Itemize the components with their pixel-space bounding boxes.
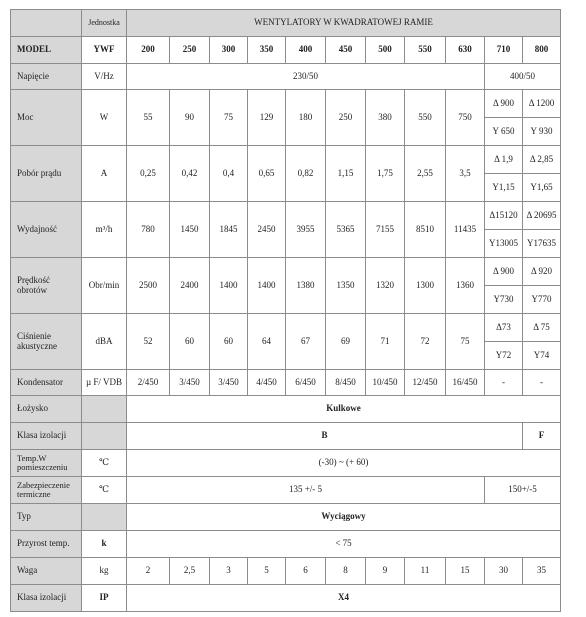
capacity-unit: m³/h — [82, 202, 127, 258]
capacitor-value: 12/450 — [405, 370, 446, 396]
weight-unit: kg — [82, 558, 127, 585]
capacitor-value: 4/450 — [248, 370, 286, 396]
voltage-value-400: 400/50 — [485, 64, 561, 90]
speed-value: 1300 — [405, 258, 446, 314]
weight-value: 35 — [523, 558, 561, 585]
power-value: 550 — [405, 90, 446, 146]
thermal-protection-label: Zabezpieczenie termiczne — [11, 477, 82, 504]
speed-value: 1400 — [248, 258, 286, 314]
temp-rise-label: Przyrost temp. — [11, 531, 82, 558]
fan-spec-table — [10, 9, 561, 612]
capacity-710-delta: Δ15120 — [485, 202, 523, 230]
capacity-label: Wydajność — [11, 202, 82, 258]
capacity-value: 8510 — [405, 202, 446, 258]
voltage-unit: V/Hz — [82, 64, 127, 90]
model-cell: 710 — [485, 37, 523, 64]
voltage-label: Napięcie — [11, 64, 82, 90]
capacity-800-delta: Δ 20695 — [523, 202, 561, 230]
current-value: 3,5 — [446, 146, 485, 202]
weight-value: 3 — [210, 558, 248, 585]
current-row — [11, 146, 561, 174]
model-cell: 350 — [248, 37, 286, 64]
insulation-class-value-f: F — [523, 423, 561, 450]
power-value: 750 — [446, 90, 485, 146]
noise-value: 75 — [446, 314, 485, 370]
current-710-delta: Δ 1,9 — [485, 146, 523, 174]
weight-value: 9 — [366, 558, 405, 585]
capacity-value: 11435 — [446, 202, 485, 258]
temp-rise-unit: k — [82, 531, 127, 558]
model-label: MODEL — [11, 37, 82, 64]
speed-710-y: Y730 — [485, 286, 523, 314]
speed-value: 1400 — [210, 258, 248, 314]
speed-value: 1360 — [446, 258, 485, 314]
capacitor-value: 16/450 — [446, 370, 485, 396]
power-row — [11, 90, 561, 118]
noise-row — [11, 314, 561, 342]
capacitor-unit: µ F/ VDB — [82, 370, 127, 396]
noise-value: 60 — [170, 314, 210, 370]
table-title: WENTYLATORY W KWADRATOWEJ RAMIE — [127, 10, 561, 37]
noise-800-y: Y74 — [523, 342, 561, 370]
voltage-row — [11, 64, 561, 90]
capacity-value: 2450 — [248, 202, 286, 258]
capacitor-value: 2/450 — [127, 370, 170, 396]
model-unit: YWF — [82, 37, 127, 64]
type-label: Typ — [11, 504, 82, 531]
model-cell: 300 — [210, 37, 248, 64]
voltage-value-230: 230/50 — [127, 64, 485, 90]
capacitor-value: - — [523, 370, 561, 396]
power-value: 180 — [286, 90, 326, 146]
bearing-value: Kulkowe — [127, 396, 561, 423]
power-value: 90 — [170, 90, 210, 146]
room-temp-label: Temp.W pomieszczeniu — [11, 450, 82, 477]
bearing-unit-blank — [82, 396, 127, 423]
weight-value: 15 — [446, 558, 485, 585]
weight-label: Waga — [11, 558, 82, 585]
weight-value: 30 — [485, 558, 523, 585]
weight-value: 5 — [248, 558, 286, 585]
room-temp-unit: ℃ — [82, 450, 127, 477]
temp-rise-row — [11, 531, 561, 558]
weight-value: 2,5 — [170, 558, 210, 585]
power-710-delta: Δ 900 — [485, 90, 523, 118]
model-cell: 500 — [366, 37, 405, 64]
model-cell: 550 — [405, 37, 446, 64]
thermal-protection-value-150: 150+/-5 — [485, 477, 561, 504]
current-value: 2,55 — [405, 146, 446, 202]
current-value: 0,25 — [127, 146, 170, 202]
model-cell: 800 — [523, 37, 561, 64]
current-710-y: Y1,15 — [485, 174, 523, 202]
capacity-value: 3955 — [286, 202, 326, 258]
weight-value: 11 — [405, 558, 446, 585]
thermal-protection-value-135: 135 +/- 5 — [127, 477, 485, 504]
room-temp-value: (-30) ~ (+ 60) — [127, 450, 561, 477]
capacitor-value: 8/450 — [326, 370, 366, 396]
capacitor-value: - — [485, 370, 523, 396]
noise-label: Ciśnienie akustyczne — [11, 314, 82, 370]
speed-710-delta: Δ 900 — [485, 258, 523, 286]
bearing-row — [11, 396, 561, 423]
noise-value: 71 — [366, 314, 405, 370]
speed-label: Prędkość obrotów — [11, 258, 82, 314]
type-value: Wyciągowy — [127, 504, 561, 531]
weight-value: 6 — [286, 558, 326, 585]
header-row — [11, 10, 561, 37]
capacitor-value: 3/450 — [210, 370, 248, 396]
power-800-delta: Δ 1200 — [523, 90, 561, 118]
capacity-800-y: Y17635 — [523, 230, 561, 258]
capacity-value: 7155 — [366, 202, 405, 258]
speed-value: 2400 — [170, 258, 210, 314]
current-unit: A — [82, 146, 127, 202]
speed-unit: Obr/min — [82, 258, 127, 314]
thermal-protection-unit: ℃ — [82, 477, 127, 504]
capacitor-value: 3/450 — [170, 370, 210, 396]
noise-710-y: Y72 — [485, 342, 523, 370]
power-value: 129 — [248, 90, 286, 146]
power-800-y: Y 930 — [523, 118, 561, 146]
capacity-value: 5365 — [326, 202, 366, 258]
ip-class-label: Klasa izolacji — [11, 585, 82, 612]
unit-header: Jednostka — [82, 10, 127, 37]
capacitor-label: Kondensator — [11, 370, 82, 396]
speed-row — [11, 258, 561, 286]
speed-800-delta: Δ 920 — [523, 258, 561, 286]
noise-unit: dBA — [82, 314, 127, 370]
ip-class-unit: IP — [82, 585, 127, 612]
model-cell: 250 — [170, 37, 210, 64]
model-cell: 400 — [286, 37, 326, 64]
capacitor-value: 10/450 — [366, 370, 405, 396]
header-corner-cell — [11, 10, 82, 37]
model-cell: 200 — [127, 37, 170, 64]
noise-value: 60 — [210, 314, 248, 370]
noise-710-delta: Δ73 — [485, 314, 523, 342]
spec-table-wrapper — [10, 9, 561, 612]
room-temp-row — [11, 450, 561, 477]
speed-800-y: Y770 — [523, 286, 561, 314]
bearing-label: Łożysko — [11, 396, 82, 423]
current-value: 0,4 — [210, 146, 248, 202]
capacity-710-y: Y13005 — [485, 230, 523, 258]
power-value: 250 — [326, 90, 366, 146]
weight-value: 8 — [326, 558, 366, 585]
speed-value: 1380 — [286, 258, 326, 314]
model-row — [11, 37, 561, 64]
current-value: 1,75 — [366, 146, 405, 202]
weight-row — [11, 558, 561, 585]
insulation-class-unit-blank — [82, 423, 127, 450]
capacitor-row — [11, 370, 561, 396]
type-row — [11, 504, 561, 531]
weight-value: 2 — [127, 558, 170, 585]
model-cell: 450 — [326, 37, 366, 64]
power-label: Moc — [11, 90, 82, 146]
current-value: 0,42 — [170, 146, 210, 202]
capacity-value: 1845 — [210, 202, 248, 258]
speed-value: 2500 — [127, 258, 170, 314]
thermal-protection-row — [11, 477, 561, 504]
capacity-row — [11, 202, 561, 230]
ip-class-value: X4 — [127, 585, 561, 612]
power-value: 75 — [210, 90, 248, 146]
capacitor-value: 6/450 — [286, 370, 326, 396]
power-value: 55 — [127, 90, 170, 146]
power-unit: W — [82, 90, 127, 146]
ip-class-row — [11, 585, 561, 612]
current-value: 1,15 — [326, 146, 366, 202]
current-value: 0,82 — [286, 146, 326, 202]
noise-value: 52 — [127, 314, 170, 370]
insulation-class-label: Klasa izolacji — [11, 423, 82, 450]
type-unit-blank — [82, 504, 127, 531]
noise-value: 69 — [326, 314, 366, 370]
current-800-delta: Δ 2,85 — [523, 146, 561, 174]
insulation-class-row — [11, 423, 561, 450]
speed-value: 1350 — [326, 258, 366, 314]
power-value: 380 — [366, 90, 405, 146]
temp-rise-value: < 75 — [127, 531, 561, 558]
power-710-y: Y 650 — [485, 118, 523, 146]
speed-value: 1320 — [366, 258, 405, 314]
noise-800-delta: Δ 75 — [523, 314, 561, 342]
insulation-class-value-b: B — [127, 423, 523, 450]
noise-value: 67 — [286, 314, 326, 370]
capacity-value: 780 — [127, 202, 170, 258]
current-800-y: Y1,65 — [523, 174, 561, 202]
current-value: 0,65 — [248, 146, 286, 202]
capacity-value: 1450 — [170, 202, 210, 258]
current-label: Pobór prądu — [11, 146, 82, 202]
noise-value: 72 — [405, 314, 446, 370]
model-cell: 630 — [446, 37, 485, 64]
noise-value: 64 — [248, 314, 286, 370]
